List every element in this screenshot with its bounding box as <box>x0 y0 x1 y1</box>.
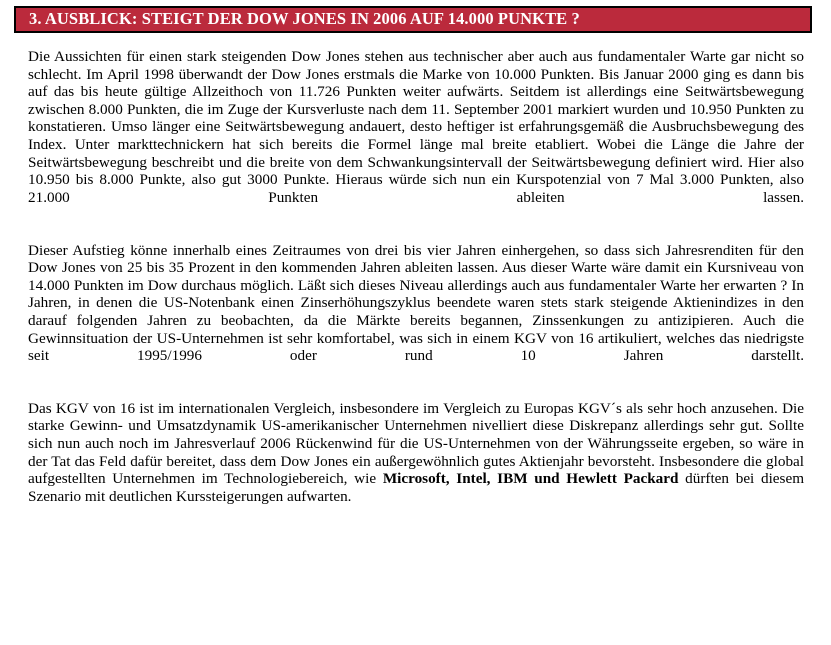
paragraph-1: Die Aussichten für einen stark steigenden Dow Jones stehen aus technischer aber auch aus fundamentaler Warte gar nicht so schlecht. Im April 1998 überwandt der Dow Jones erstmals die Marke von 10.000 Punkten. Bis Januar 2000 ging es dann bis auf das bis heute gültige Allzeithoch von 11.726 Punkten weiter aufwärts. Seitdem ist allerdings eine Seitwärtsbewegung zwischen 8.000 Punkten, die im Zuge der Kursverluste nach dem 11. September 2001 markiert wurden und 10.950 Punkten zu konstatieren. Umso länger eine Seitwärtsbewegung andauert, desto heftiger ist erfahrungsgemäß die Ausbruchsbewegung des Index. Unter markttechnickern hat sich bereits die Formel länge mal breite etabliert. Wobei die Länge die Jahre der Seitwärtsbewegung beschreibt und die breite von dem Schwankungsintervall der Seitwärtsbewegung definiert wird. Hier also 10.950 bis 8.000 Punkte, also gut 3000 Punkte. Hieraus würde sich nun ein Kurspotenzial von 7 Mal 3.000 Punkten, also 21.000 Punkten ableiten lassen. <box>28 48 804 206</box>
paragraph-3-company-names: Microsoft, Intel, IBM und Hewlett Packard <box>382 470 679 488</box>
section-heading-text: 3. AUSBLICK: STEIGT DER DOW JONES IN 2006 AUF 14.000 PUNKTE ? <box>29 9 580 29</box>
paragraph-3 <box>28 400 804 506</box>
section-heading-banner <box>14 6 812 33</box>
paragraph-2: Dieser Aufstieg könne innerhalb eines Zeitraumes von drei bis vier Jahren einhergehen, so dass sich Jahresrenditen für den Dow Jones von 25 bis 35 Prozent in den kommenden Jahren ableiten lassen. Aus dieser Warte wäre damit ein Kursniveau von 14.000 Punkten im Dow durchaus möglich. Läßt sich dieses Niveau allerdings auch aus fundamentaler Warte her erwarten ? In Jahren, in denen die US-Notenbank einen Zinserhöhungszyklus beendete waren stets stark steigende Aktienindizes in den darauf folgenden Jahren zu beobachten, da die Märkte bereits begannen, Zinssenkungen zu antizipieren. Auch die Gewinnsituation der US-Unternehmen ist sehr komfortabel, was sich in einem KGV von 16 artikuliert, welches das niedrigste seit 1995/1996 oder rund 10 Jahren darstellt. <box>28 241 804 365</box>
paragraph-3-text-before-bold: Das KGV von 16 ist im internationalen Vergleich, insbesondere im Vergleich zu Europas KGV´s als sehr hoch anzusehen. Die starke Gewinn- und Umsatzdynamik US-amerikanischer Unternehmen nivelliert diese Diskrepanz allerdings sehr gut. Sollte sich nun auch noch im Jahresverlauf 2006 Rückenwind für die US-Unternehmen von der Währungsseite ergeben, so wäre in der Tat das Feld dafür bereitet, dass dem Dow Jones ein außergewöhnlich gutes Aktienjahr bevorsteht. Insbesondere die global aufgestellten Unternehmen im Technologiebereich, wie <box>28 399 804 488</box>
document-body <box>28 48 804 505</box>
paragraph-3-text-after-bold: dürften bei diesem Szenario mit deutlichen Kurssteigerungen aufwarten. <box>28 470 805 505</box>
